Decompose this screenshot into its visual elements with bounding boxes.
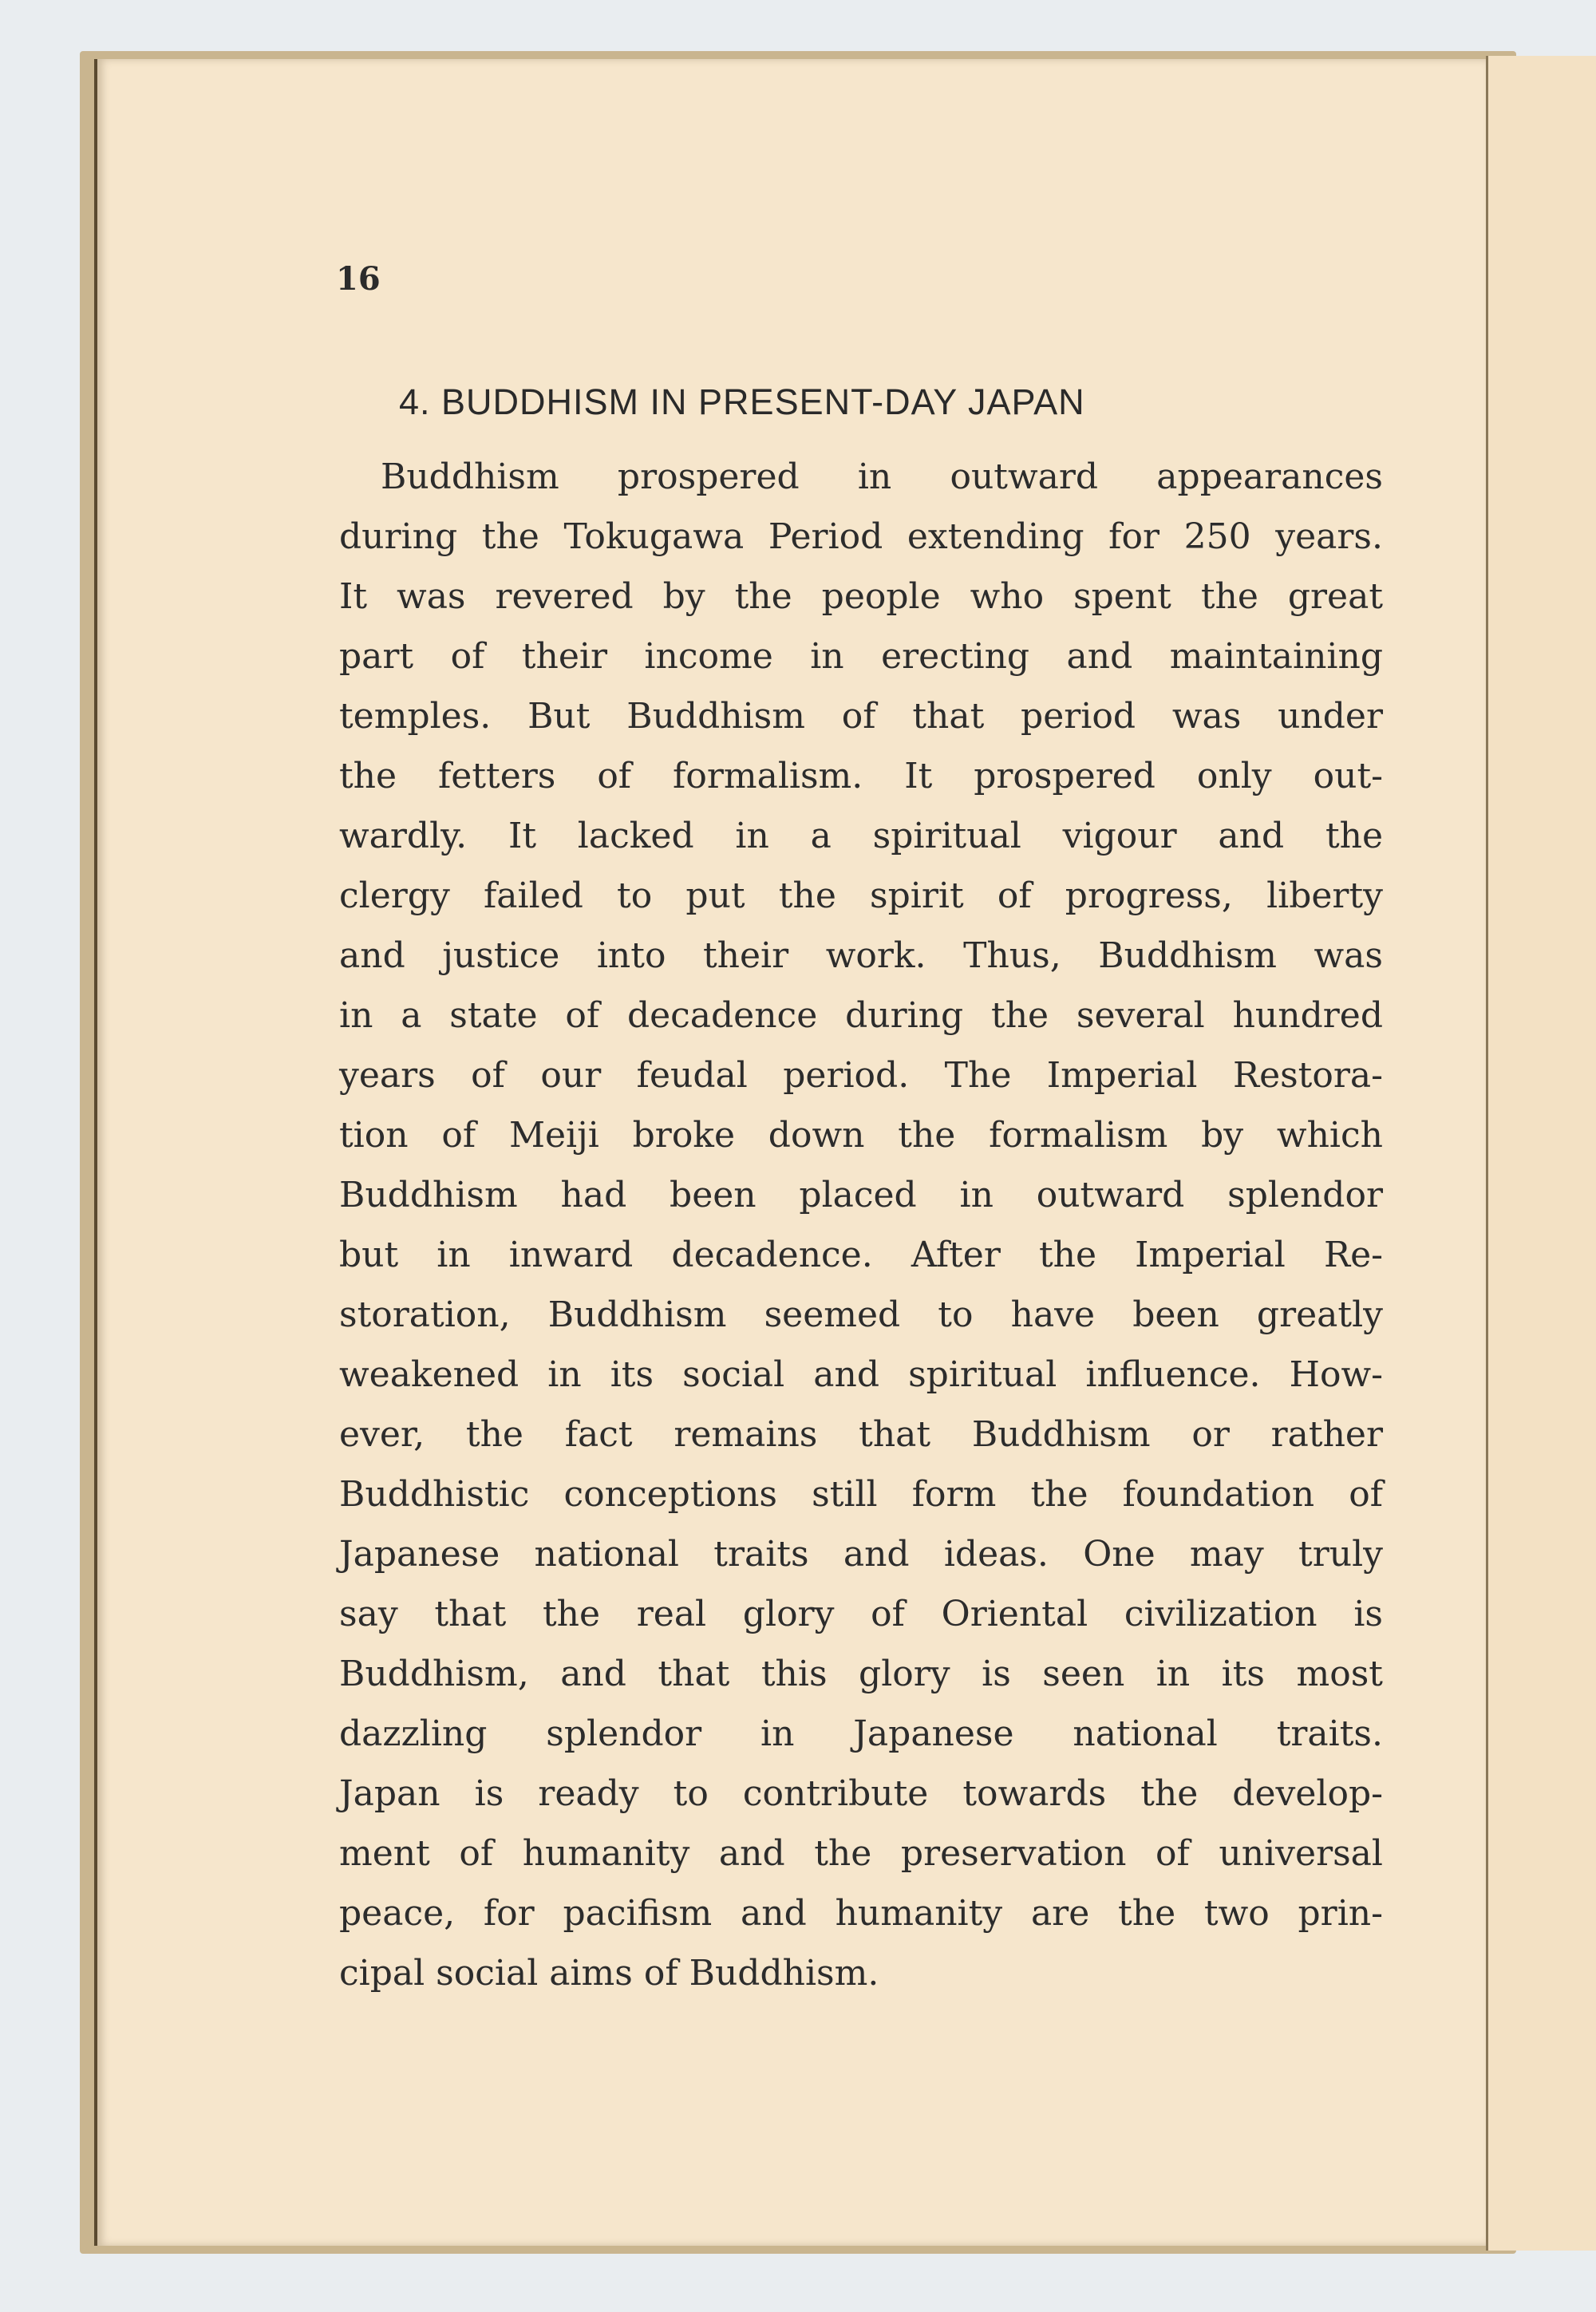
facing-page-edge: [1486, 56, 1596, 2251]
text-line: say that the real glory of Oriental civilization is: [339, 1594, 1383, 1634]
text-line: tion of Meiji broke down the formalism by which: [339, 1115, 1383, 1156]
text-line: temples. But Buddhism of that period was under: [339, 696, 1383, 737]
text-line: part of their income in erecting and maintaining: [339, 636, 1383, 677]
text-line: but in inward decadence. After the Imperial Re-: [339, 1235, 1383, 1275]
text-line: Japan is ready to contribute towards the develop-: [339, 1773, 1383, 1814]
text-line: in a state of decadence during the several hundred: [339, 995, 1383, 1036]
text-line: ever, the fact remains that Buddhism or rather: [339, 1414, 1383, 1455]
text-line: Buddhism, and that this glory is seen in its most: [339, 1654, 1383, 1694]
text-line: cipal social aims of Buddhism.: [339, 1953, 879, 1994]
text-line: weakened in its social and spiritual influence. How-: [339, 1354, 1383, 1395]
text-line: clergy failed to put the spirit of progress, liberty: [339, 875, 1383, 916]
text-line: Buddhism prospered in outward appearances: [381, 456, 1383, 497]
text-line: Japanese national traits and ideas. One may truly: [339, 1534, 1383, 1575]
text-line: peace, for pacifism and humanity are the two prin-: [339, 1893, 1383, 1934]
text-line: wardly. It lacked in a spiritual vigour and the: [339, 816, 1383, 856]
body-text: [339, 453, 1383, 2010]
text-line: It was revered by the people who spent the great: [339, 576, 1383, 617]
text-line: Buddhistic conceptions still form the foundation of: [339, 1474, 1383, 1515]
text-line: years of our feudal period. The Imperial Restora-: [339, 1055, 1383, 1096]
page-number: 16: [336, 260, 381, 298]
text-line: ment of humanity and the preservation of universal: [339, 1833, 1383, 1874]
text-line: during the Tokugawa Period extending for 250 years.: [339, 516, 1383, 557]
text-line: dazzling splendor in Japanese national traits.: [339, 1713, 1383, 1754]
section-heading: 4. BUDDHISM IN PRESENT-DAY JAPAN: [399, 381, 1085, 422]
text-line: Buddhism had been placed in outward splendor: [339, 1175, 1383, 1215]
text-line: the fetters of formalism. It prospered only out-: [339, 756, 1383, 796]
text-line: storation, Buddhism seemed to have been greatly: [339, 1294, 1383, 1335]
text-line: and justice into their work. Thus, Buddhism was: [339, 935, 1383, 976]
